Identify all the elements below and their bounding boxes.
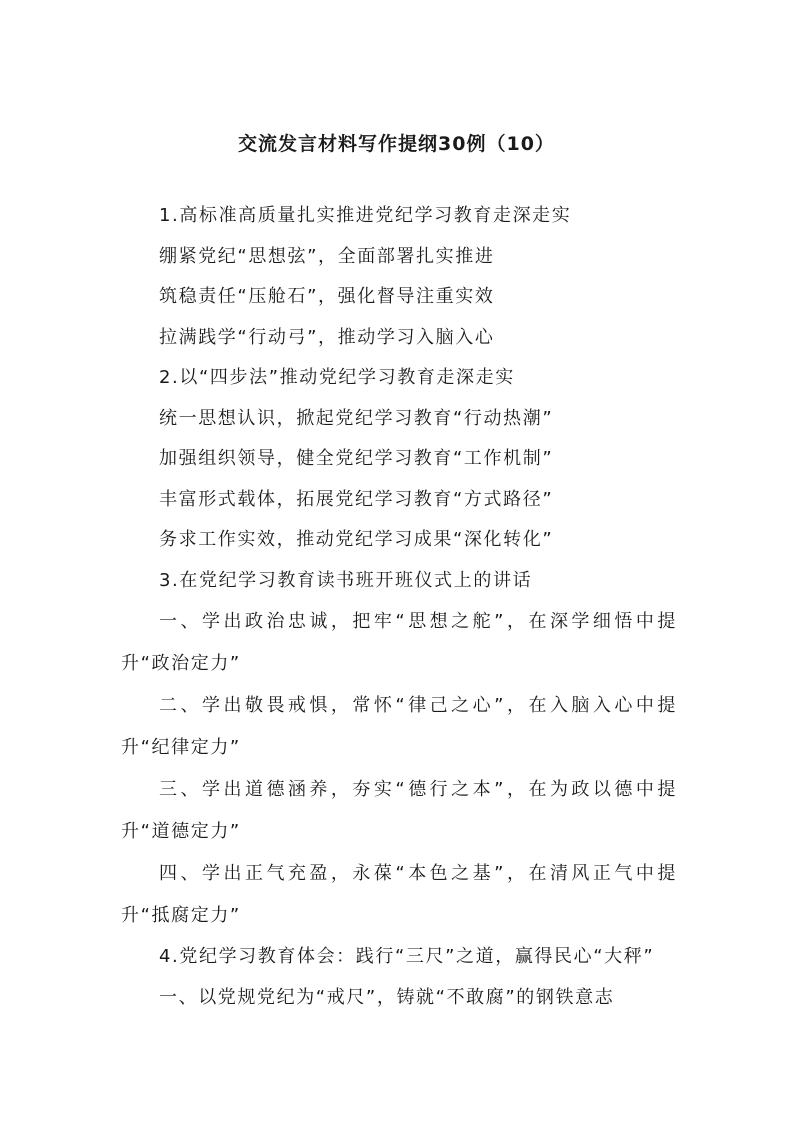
outline-line: 拉满践学“行动弓”，推动学习入脑入心 [159,326,495,348]
heading-line-3: 3.在党纪学习教育读书班开班仪式上的讲话 [159,569,533,591]
outline-line: 加强组织领导，健全党纪学习教育“工作机制” [159,448,554,469]
outline-paragraph: 二、学出敬畏戒惧，常怀“律己之心”，在入脑入心中提升“纪律定力” [121,695,677,758]
outline-line: 统一思想认识，掀起党纪学习教育“行动热潮” [159,407,554,429]
document-body [121,196,677,1018]
heading-line-4: 4.党纪学习教育体会：践行“三尺”之道，赢得民心“大秤” [159,946,655,967]
document-title: 交流发言材料写作提纲30例（10） [238,133,555,155]
outline-line: 绷紧党纪“思想弦”，全面部署扎实推进 [159,245,495,267]
heading-line-1: 1.高标准高质量扎实推进党纪学习教育走深走实 [159,205,572,226]
outline-paragraph: 一、学出政治忠诚，把牢“思想之舵”，在深学细悟中提升“政治定力” [121,611,677,674]
outline-line: 筑稳责任“压舱石”，强化督导注重实效 [159,286,495,307]
heading-line-2: 2.以“四步法”推动党纪学习教育走深走实 [159,367,515,388]
outline-paragraph: 三、学出道德涵养，夯实“德行之本”，在为政以德中提升“道德定力” [121,779,677,842]
outline-paragraph: 四、学出正气充盈，永葆“本色之基”，在清风正气中提升“抵腐定力” [121,863,677,926]
outline-line: 务求工作实效，推动党纪学习成果“深化转化” [159,529,554,550]
outline-line: 丰富形式载体，拓展党纪学习教育“方式路径” [159,488,554,510]
outline-line: 一、以党规党纪为“戒尺”，铸就“不敢腐”的钢铁意志 [159,986,615,1008]
